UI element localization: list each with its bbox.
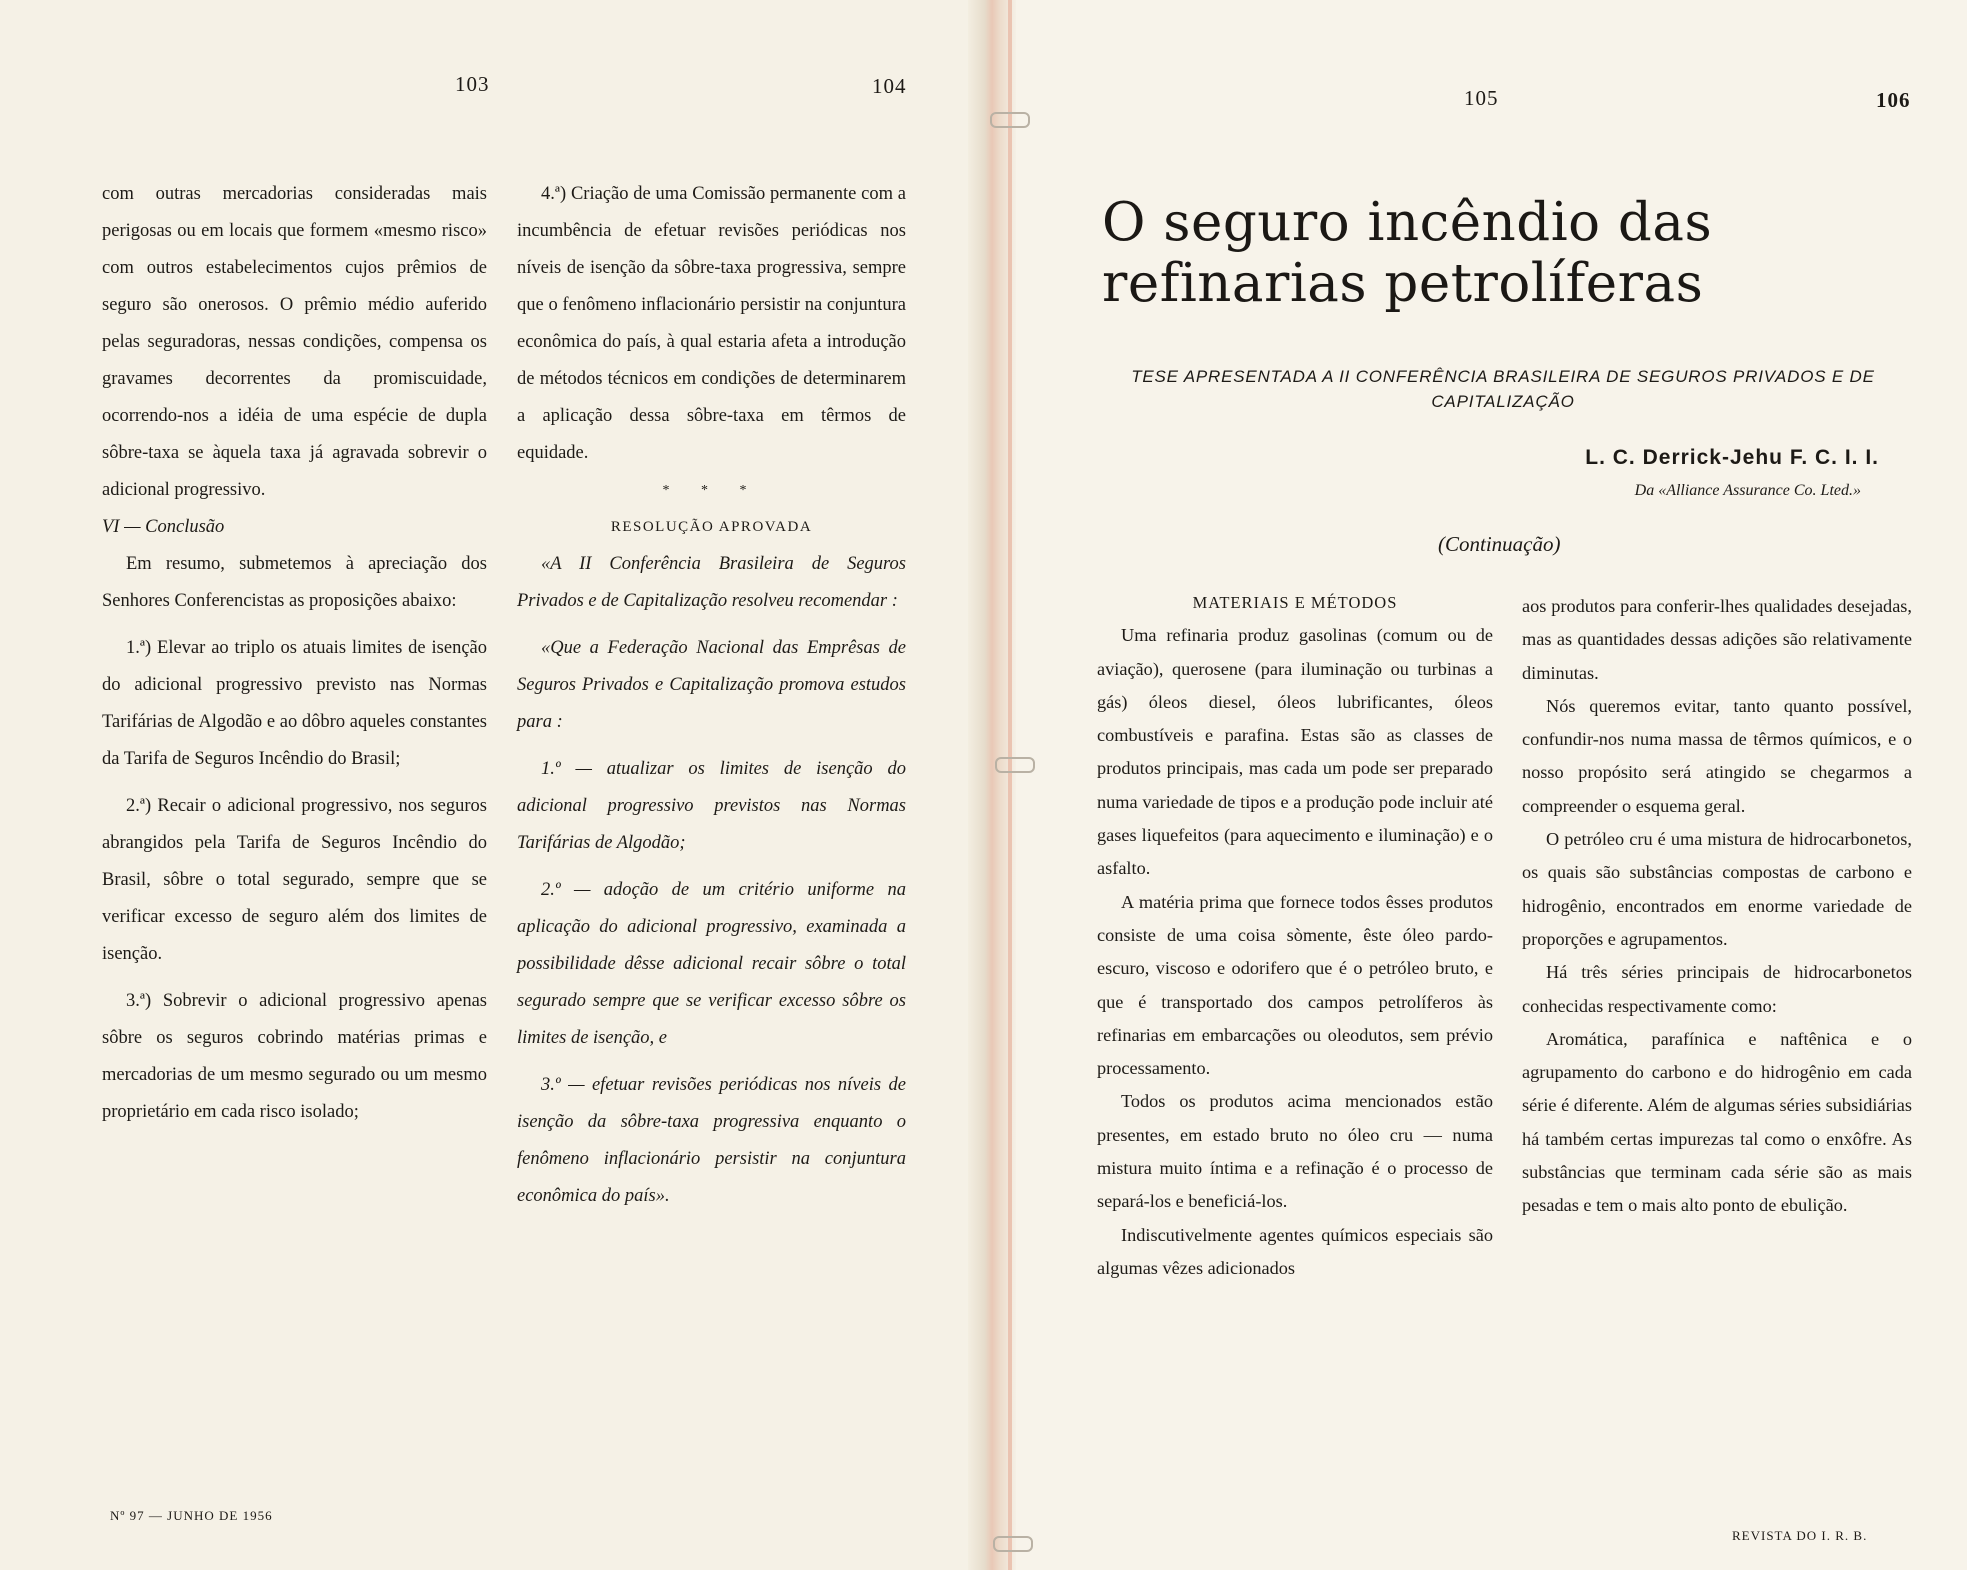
- article-author: L. C. Derrick-Jehu F. C. I. I.: [1585, 446, 1879, 469]
- page-number-105: 105: [1464, 86, 1499, 110]
- footer-journal: REVISTA DO I. R. B.: [1732, 1528, 1868, 1543]
- author-affiliation: Da «Alliance Assurance Co. Lted.»: [1634, 482, 1861, 499]
- binding-staple-bottom: [993, 1536, 1033, 1552]
- proposition-2: 2.ª) Recair o adicional progressivo, nos seguros abrangidos pela Tarifa de Seguros Incêndio do Brasil, sôbre o total segurado, sempre que se verificar excesso de seguro além dos limites de isenção.: [102, 796, 487, 964]
- paragraph: A matéria prima que fornece todos êsses produtos consiste de uma coisa sòmente, êste óleo pardo-escuro, viscoso e odorifero que é o petróleo bruto, e que é transportado dos campos petrolíferos às refinarias em embarcações ou oleodutos, sem prévio processamento.: [1097, 891, 1493, 1079]
- paragraph: O petróleo cru é uma mistura de hidrocarbonetos, os quais são substâncias compostas de carbono e hidrogênio, encontrados em enorme variedade de proporções e agrupamentos.: [1522, 829, 1912, 949]
- paragraph: Aromática, parafínica e naftênica e o agrupamento do carbono e do hidrogênio em cada série é diferente. Além de algumas séries subsidiárias há também certas impurezas tal como o enxôfre. As substâncias que terminam cada série são as mais pesadas e tem o mais alto ponto de ebulição.: [1522, 1028, 1912, 1216]
- resolution-heading: RESOLUÇÃO APROVADA: [610, 519, 813, 535]
- column-page-104: [517, 176, 906, 1215]
- continuation-note: (Continuação): [1438, 532, 1561, 556]
- resolution-text: «Que a Federação Nacional das Emprêsas de Seguros Privados e Capitalização promova estudos para :: [517, 638, 906, 732]
- paragraph: Uma refinaria produz gasolinas (comum ou de aviação), querosene (para iluminação ou turbinas a gás) óleos diesel, óleos lubrificantes, óleos combustíveis e parafina. Estas são as classes de produtos principais, mas cada um pode ser preparado numa variedade de tipos e a produção pode incluir até gases liquefeitos (para aquecimento e iluminação) e o asfalto.: [1097, 625, 1493, 879]
- article-title: O seguro incêndio das refinarias petrolíferas: [1102, 192, 1713, 314]
- resolution-item-2: 2.º — adoção de um critério uniforme na aplicação do adicional progressivo, examinada a possibilidade dêsse adicional recair sôbre o total segurado sempre que se verificar excesso sôbre os limites de isenção, e: [517, 880, 906, 1048]
- gutter-crease: [1008, 0, 1012, 1570]
- binding-staple-middle: [995, 757, 1035, 773]
- column-page-103: [102, 176, 487, 1131]
- article-subtitle: TESE APRESENTADA A II CONFERÊNCIA BRASILEIRA DE SEGUROS PRIVADOS E DE CAPITALIZAÇÃO: [1131, 367, 1875, 411]
- page-number-103: 103: [455, 72, 490, 96]
- paragraph: Nós queremos evitar, tanto quanto possível, confundir-nos numa massa de têrmos químicos, e o nosso propósito será atingido se chegarmos a compreender o esquema geral.: [1522, 695, 1912, 816]
- proposition-3: 3.ª) Sobrevir o adicional progressivo apenas sôbre os seguros cobrindo matérias primas e mercadorias de um mesmo segurado ou um mesmo proprietário em cada risco isolado;: [102, 991, 487, 1122]
- paragraph: Todos os produtos acima mencionados estão presentes, em estado bruto no óleo cru — numa mistura muito íntima e a refinação é o processo de separá-los e beneficiá-los.: [1097, 1091, 1493, 1212]
- column-page-106: [1522, 590, 1912, 1223]
- binding-staple-top: [990, 112, 1030, 128]
- section-heading: MATERIAIS E MÉTODOS: [1192, 593, 1398, 612]
- footer-issue: Nº 97 — JUNHO DE 1956: [110, 1508, 273, 1523]
- paragraph: Há três séries principais de hidrocarbonetos conhecidas respectivamente como:: [1522, 962, 1912, 1016]
- page-number-104: 104: [872, 74, 907, 98]
- section-separator: * * *: [662, 483, 761, 498]
- page-number-106: 106: [1876, 88, 1911, 112]
- resolution-item-3: 3.º — efetuar revisões periódicas nos níveis de isenção da sôbre-taxa progressiva enquanto o fenômeno inflacionário persistir na conjuntura econômica do país».: [517, 1075, 906, 1206]
- paragraph: Indiscutivelmente agentes químicos especiais são algumas vêzes adicionados: [1097, 1224, 1493, 1278]
- resolution-text: «A II Conferência Brasileira de Seguros Privados e de Capitalização resolveu recomendar :: [517, 554, 906, 611]
- section-heading: VI — Conclusão: [102, 517, 225, 537]
- paragraph: com outras mercadorias consideradas mais perigosas ou em locais que formem «mesmo risco» com outros estabelecimentos cujos prêmios de seguro são onerosos. O prêmio médio auferido pelas seguradoras, nessas condições, compensa os gravames decorrentes da promiscuidade, ocorrendo-nos a idéia de uma espécie de dupla sôbre-taxa se àquela taxa já agravada sobrevir o adicional progressivo.: [102, 184, 487, 500]
- paragraph: aos produtos para conferir-lhes qualidades desejadas, mas as quantidades dessas adições são relativamente diminutas.: [1522, 596, 1912, 683]
- proposition-1: 1.ª) Elevar ao triplo os atuais limites de isenção do adicional progressivo previsto nas Normas Tarifárias de Algodão e ao dôbro aqueles constantes da Tarifa de Seguros Incêndio do Brasil;: [102, 638, 487, 769]
- column-page-105: [1097, 586, 1493, 1285]
- proposition-4: 4.ª) Criação de uma Comissão permanente com a incumbência de efetuar revisões periódicas nos níveis de isenção da sôbre-taxa progressiva, sempre que o fenômeno inflacionário persistir na conjuntura econômica do país, à qual estaria afeta a introdução de métodos técnicos em condições de determinarem a aplicação dessa sôbre-taxa em têrmos de equidade.: [517, 184, 906, 463]
- resolution-item-1: 1.º — atualizar os limites de isenção do adicional progressivo previstos nas Normas Tarifárias de Algodão;: [517, 759, 906, 853]
- paragraph: Em resumo, submetemos à apreciação dos Senhores Conferencistas as proposições abaixo:: [102, 554, 487, 611]
